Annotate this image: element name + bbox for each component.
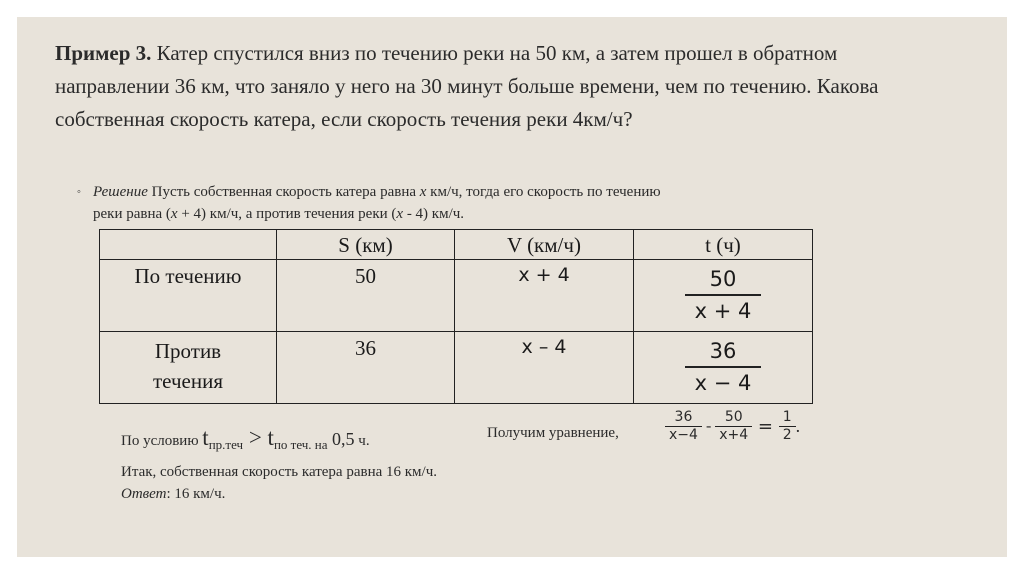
fraction-numerator: 1 [782, 409, 792, 425]
row-label-line: течения [153, 369, 223, 393]
table-row-label [100, 332, 277, 404]
table-header-cell: V (км/ч) [455, 230, 634, 260]
time-fraction [685, 264, 762, 326]
solution-line-1 [93, 181, 913, 203]
minus-sign: - [701, 417, 716, 435]
time-fraction [685, 336, 762, 398]
greater-than-sign: > [243, 425, 268, 450]
equation [665, 409, 800, 444]
fraction-numerator: 50 [724, 409, 743, 425]
solution-line-2 [93, 203, 913, 225]
bullet-icon: ◦ [77, 186, 81, 198]
table-cell-speed: x – 4 [455, 332, 634, 404]
fraction-numerator: 50 [709, 267, 737, 291]
table-row [100, 260, 813, 332]
solution-text: - 4) км/ч. [403, 206, 465, 222]
variable-x: x [419, 184, 427, 200]
answer-label: Ответ [121, 486, 167, 502]
solution-label: Решение [93, 184, 148, 200]
table-header-row [100, 230, 813, 260]
table-header-cell [100, 230, 277, 260]
table-cell-speed: x + 4 [455, 260, 634, 332]
slide [17, 17, 1007, 557]
data-table [99, 229, 813, 404]
fraction-numerator: 36 [709, 339, 737, 363]
table-row [100, 332, 813, 404]
result-line: Итак, собственная скорость катера равна 16 км/ч. [121, 464, 438, 480]
table-cell-distance: 36 [277, 332, 455, 404]
table-cell-time [634, 260, 813, 332]
condition-value: 0,5 [327, 429, 355, 449]
table-header-cell: t (ч) [634, 230, 813, 260]
row-label-line: Против [154, 339, 222, 363]
solution-text: + 4) км/ч, а против течения реки ( [177, 206, 397, 222]
result-block [121, 461, 437, 505]
solution-paragraph [77, 181, 913, 225]
table-header-cell: S (км) [277, 230, 455, 260]
time-symbol: t [202, 425, 209, 450]
answer-text: : 16 км/ч. [166, 486, 226, 502]
time-subscript: пр.теч [208, 437, 244, 452]
condition-prefix: По условию [121, 433, 203, 449]
condition-unit: ч. [354, 433, 370, 449]
solution-text: Пусть собственная скорость катера равна [147, 184, 420, 200]
problem-label: Пример 3. [55, 41, 152, 65]
fraction-denominator: x + 4 [685, 294, 762, 326]
variable-x: x [170, 206, 178, 222]
table-row-label: По течению [100, 260, 277, 332]
problem-text: Катер спустился вниз по течению реки на 50 км, а затем прошел в обратном направлении 36 км, что заняло у него на 30 минут больше времени, чем по течению. Какова собственная скорость катера, если скорость течения реки 4км/ч? [55, 41, 879, 131]
table-cell-distance: 50 [277, 260, 455, 332]
table-cell-time [634, 332, 813, 404]
equation-fraction [715, 409, 752, 444]
answer-line [121, 483, 437, 505]
condition-text [121, 425, 370, 453]
equation-label: Получим уравнение, [487, 425, 619, 441]
solution-text: км/ч, тогда его скорость по течению [426, 184, 661, 200]
fraction-denominator: 2 [779, 426, 796, 444]
time-symbol: t [267, 425, 274, 450]
equation-fraction [779, 409, 796, 444]
solution-text: реки равна ( [93, 206, 171, 222]
equals-sign: = [752, 416, 779, 437]
fraction-denominator: x+4 [715, 426, 752, 444]
fraction-denominator: x − 4 [685, 366, 762, 398]
variable-x: x [396, 206, 404, 222]
fraction-numerator: 36 [674, 409, 693, 425]
fraction-denominator: x−4 [665, 426, 702, 444]
time-subscript: по теч. на [273, 437, 328, 452]
equation-fraction [665, 409, 702, 444]
problem-statement [55, 37, 955, 136]
equation-period: . [795, 416, 801, 436]
condition-line [121, 409, 981, 467]
